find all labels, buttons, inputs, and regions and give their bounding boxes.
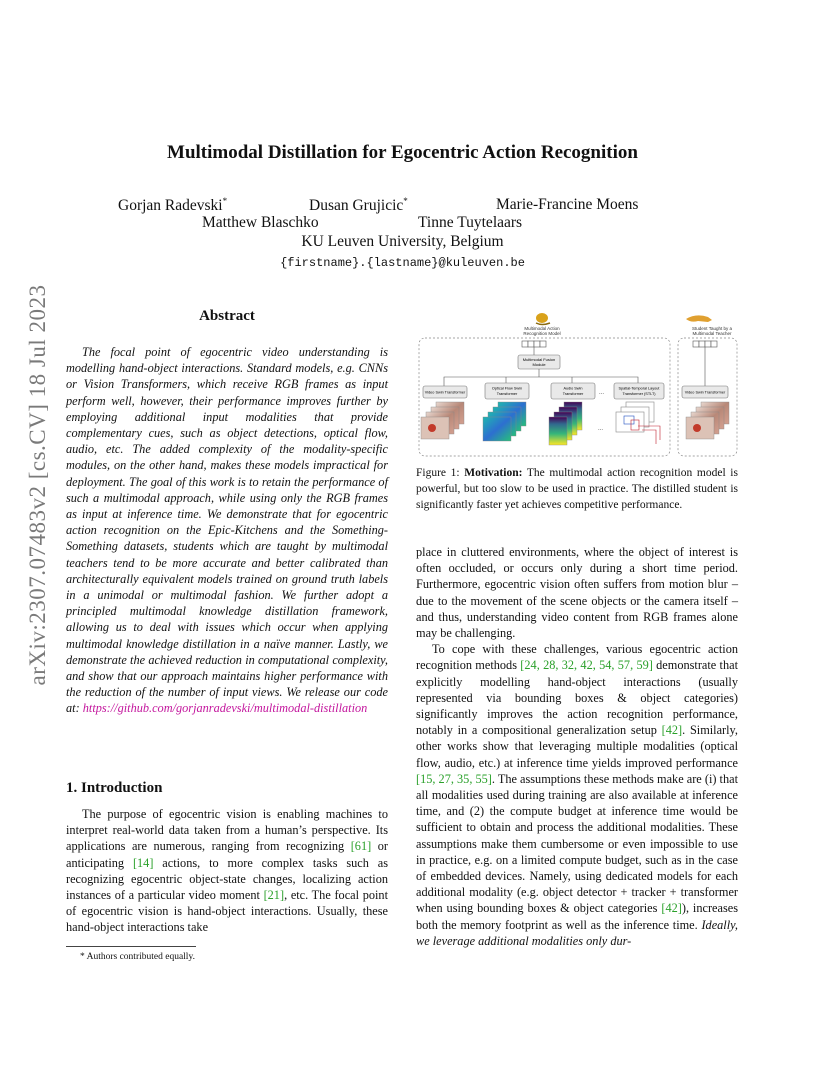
citation-link[interactable]: [42]	[661, 901, 682, 916]
snail-icon	[536, 313, 550, 325]
intro-right-column	[416, 544, 738, 949]
module-label-flow-2: Transformer	[496, 392, 518, 396]
citation-link[interactable]: [61]	[350, 839, 372, 854]
intro-right-text: demonstrate that explicitly modelling hand-object interactions (usually represented via bounding boxes & object categories) significantly improves the action recognition performance, notably in a compositional generalization setup	[416, 658, 738, 738]
author-1: Gorjan Radevski*	[118, 196, 228, 215]
section-heading-introduction: 1. Introduction	[66, 780, 163, 796]
intro-left-text: , etc. The focal point of egocentric vision is hand-object interactions. Usually, these hand-object interactions take	[66, 888, 388, 935]
intro-left-text: or anticipating	[66, 839, 388, 870]
email: {firstname}.{lastname}@kuleuven.be	[280, 256, 525, 270]
module-label-audio-2: Transformer	[562, 392, 584, 396]
code-link[interactable]: https://github.com/gorjanradevski/multimodal-distillation	[82, 701, 368, 716]
cheetah-icon	[686, 315, 712, 322]
intro-left-text: The purpose of egocentric vision is enabling machines to interpret real-world data taken from a human’s perspective. Its applications are numerous, ranging from recognizing	[66, 807, 388, 854]
intro-right-text: ), increases both the memory footprint as well as the inference time.	[416, 901, 738, 932]
author-4: Matthew Blaschko	[202, 214, 319, 231]
rgb-frames	[421, 402, 464, 439]
student-label: Student Taught by a	[692, 326, 732, 331]
intro-right-emphasis: Ideally, we leverage additional modalities only dur-	[416, 917, 738, 948]
module-boxes	[423, 383, 728, 399]
author-5: Tinne Tuytelaars	[418, 214, 523, 231]
audio-spectrogram-frames	[549, 402, 582, 445]
ellipsis-bottom: ...	[598, 426, 604, 432]
abstract-body	[66, 344, 388, 717]
abstract-text: The focal point of egocentric video understanding is modelling hand-object interactions. Standard models, e.g. CNNs or Vision Transformers, which receive RGB frames as input perform well, however, their performance improves further by employing additional input modalities that provide complementary cues, such as object detections, optical flow, audio, etc. The added complexity of the modality-specific modules, on the other hand, makes these models impractical for deployment. The goal of this work is to retain the performance of such a multimodal approach, while using only the RGB frames as input at inference time. We demonstrate that for egocentric action recognition on the Epic-Kitchens and the Something-Something datasets, students which are taught by multimodal teachers tend to be more accurate and better calibrated than architecturally equivalent models trained on ground truth labels in a unimodal or multimodal fashion. We further adopt a principled multimodal knowledge distillation framework, allowing us to deal with issues which occur when applying multimodal knowledge distillation in a naïve manner. Lastly, we demonstrate the achieved reduction in computational complexity, and show that our approach maintains higher performance with the reduction of the number of input views. We release our code at:	[66, 345, 388, 716]
student-rgb-frames	[686, 402, 729, 439]
module-label-audio: Audio Swin	[563, 386, 583, 391]
teacher-label: Multimodal Action	[524, 326, 560, 331]
citation-link[interactable]: [42]	[661, 723, 683, 738]
arxiv-identifier: arXiv:2307.07483v2 [cs.CV] 18 Jul 2023	[25, 284, 50, 686]
paper-title: Multimodal Distillation for Egocentric Action Recognition	[167, 142, 638, 163]
citation-link[interactable]: [15, 27, 35, 55]	[416, 771, 492, 786]
fusion-label-2: Module	[532, 362, 546, 367]
layout-frames	[616, 402, 660, 444]
figure-1-diagram	[416, 310, 739, 458]
intro-left-text: actions, to more complex tasks such as recognizing egocentric object-state changes, localizing action instances of a particular video moment	[66, 855, 389, 903]
module-label-stlt: Spatial-Temporal Layout	[618, 386, 660, 391]
abstract-heading: Abstract	[199, 308, 255, 324]
intro-paragraph-right-2	[416, 641, 738, 949]
student-label-2: Multimodal Teacher	[692, 331, 732, 336]
author-3: Marie-Francine Moens	[496, 196, 639, 213]
affiliation: KU Leuven University, Belgium	[301, 233, 504, 250]
citation-link[interactable]: [24, 28, 32, 42, 54, 57, 59]	[520, 658, 653, 673]
intro-paragraph-left	[66, 806, 388, 936]
intro-right-text: . Similarly, other works show that leveraging multiple modalities (optical flow, audio, etc.) at inference time yields improved performance	[416, 723, 738, 770]
footnote-rule	[66, 946, 196, 947]
author-2: Dusan Grujicic*	[309, 196, 408, 215]
module-label-rgb: Video Swin Transformer	[424, 390, 466, 395]
module-label-flow: Optical Flow Swin	[491, 386, 523, 391]
module-label-stlt-2: Transformer (STLT)	[622, 392, 656, 396]
fusion-label: Multimodal Fusion	[522, 357, 556, 362]
citation-link[interactable]: [14]	[132, 855, 154, 870]
citation-link[interactable]: [21]	[263, 888, 285, 903]
module-label-student: Video Swin Transformer	[684, 390, 726, 395]
intro-right-text: To cope with these challenges, various egocentric action recognition methods	[416, 642, 738, 673]
teacher-label-2: Recognition Model	[523, 331, 561, 336]
ellipsis-top: ...	[599, 390, 605, 396]
footnote: * Authors contributed equally.	[80, 952, 195, 962]
intro-paragraph-right-1: place in cluttered environments, where the object of interest is often occluded, or occurs only during a short time period. Furthermore, egocentric vision often suffers from motion blur – due to the movement of the scene objects or the camera itself – and thus, understanding video content from RGB frames alone may be challenging.	[416, 545, 738, 641]
intro-right-text: . The assumptions these methods make are (i) that all modalities used during training are also available at inference time, and (2) the compute budget at inference time would be sufficient to obtain and process the additional modalities. These assumptions make them cumbersome or even impossible to use in practice, e.g. on a limited compute budget, such as in the case of embedded devices. Namely, using dedicated models for each additional modality (e.g. object detector + tracker + transformer when using bounding boxes & object categories	[416, 771, 738, 916]
figure-1-caption: Figure 1: Motivation: The multimodal action recognition model is powerful, but too slow to be used in practice. The distilled student is significantly faster yet achieves competitive performance.	[416, 467, 738, 511]
optical-flow-frames	[483, 402, 526, 441]
